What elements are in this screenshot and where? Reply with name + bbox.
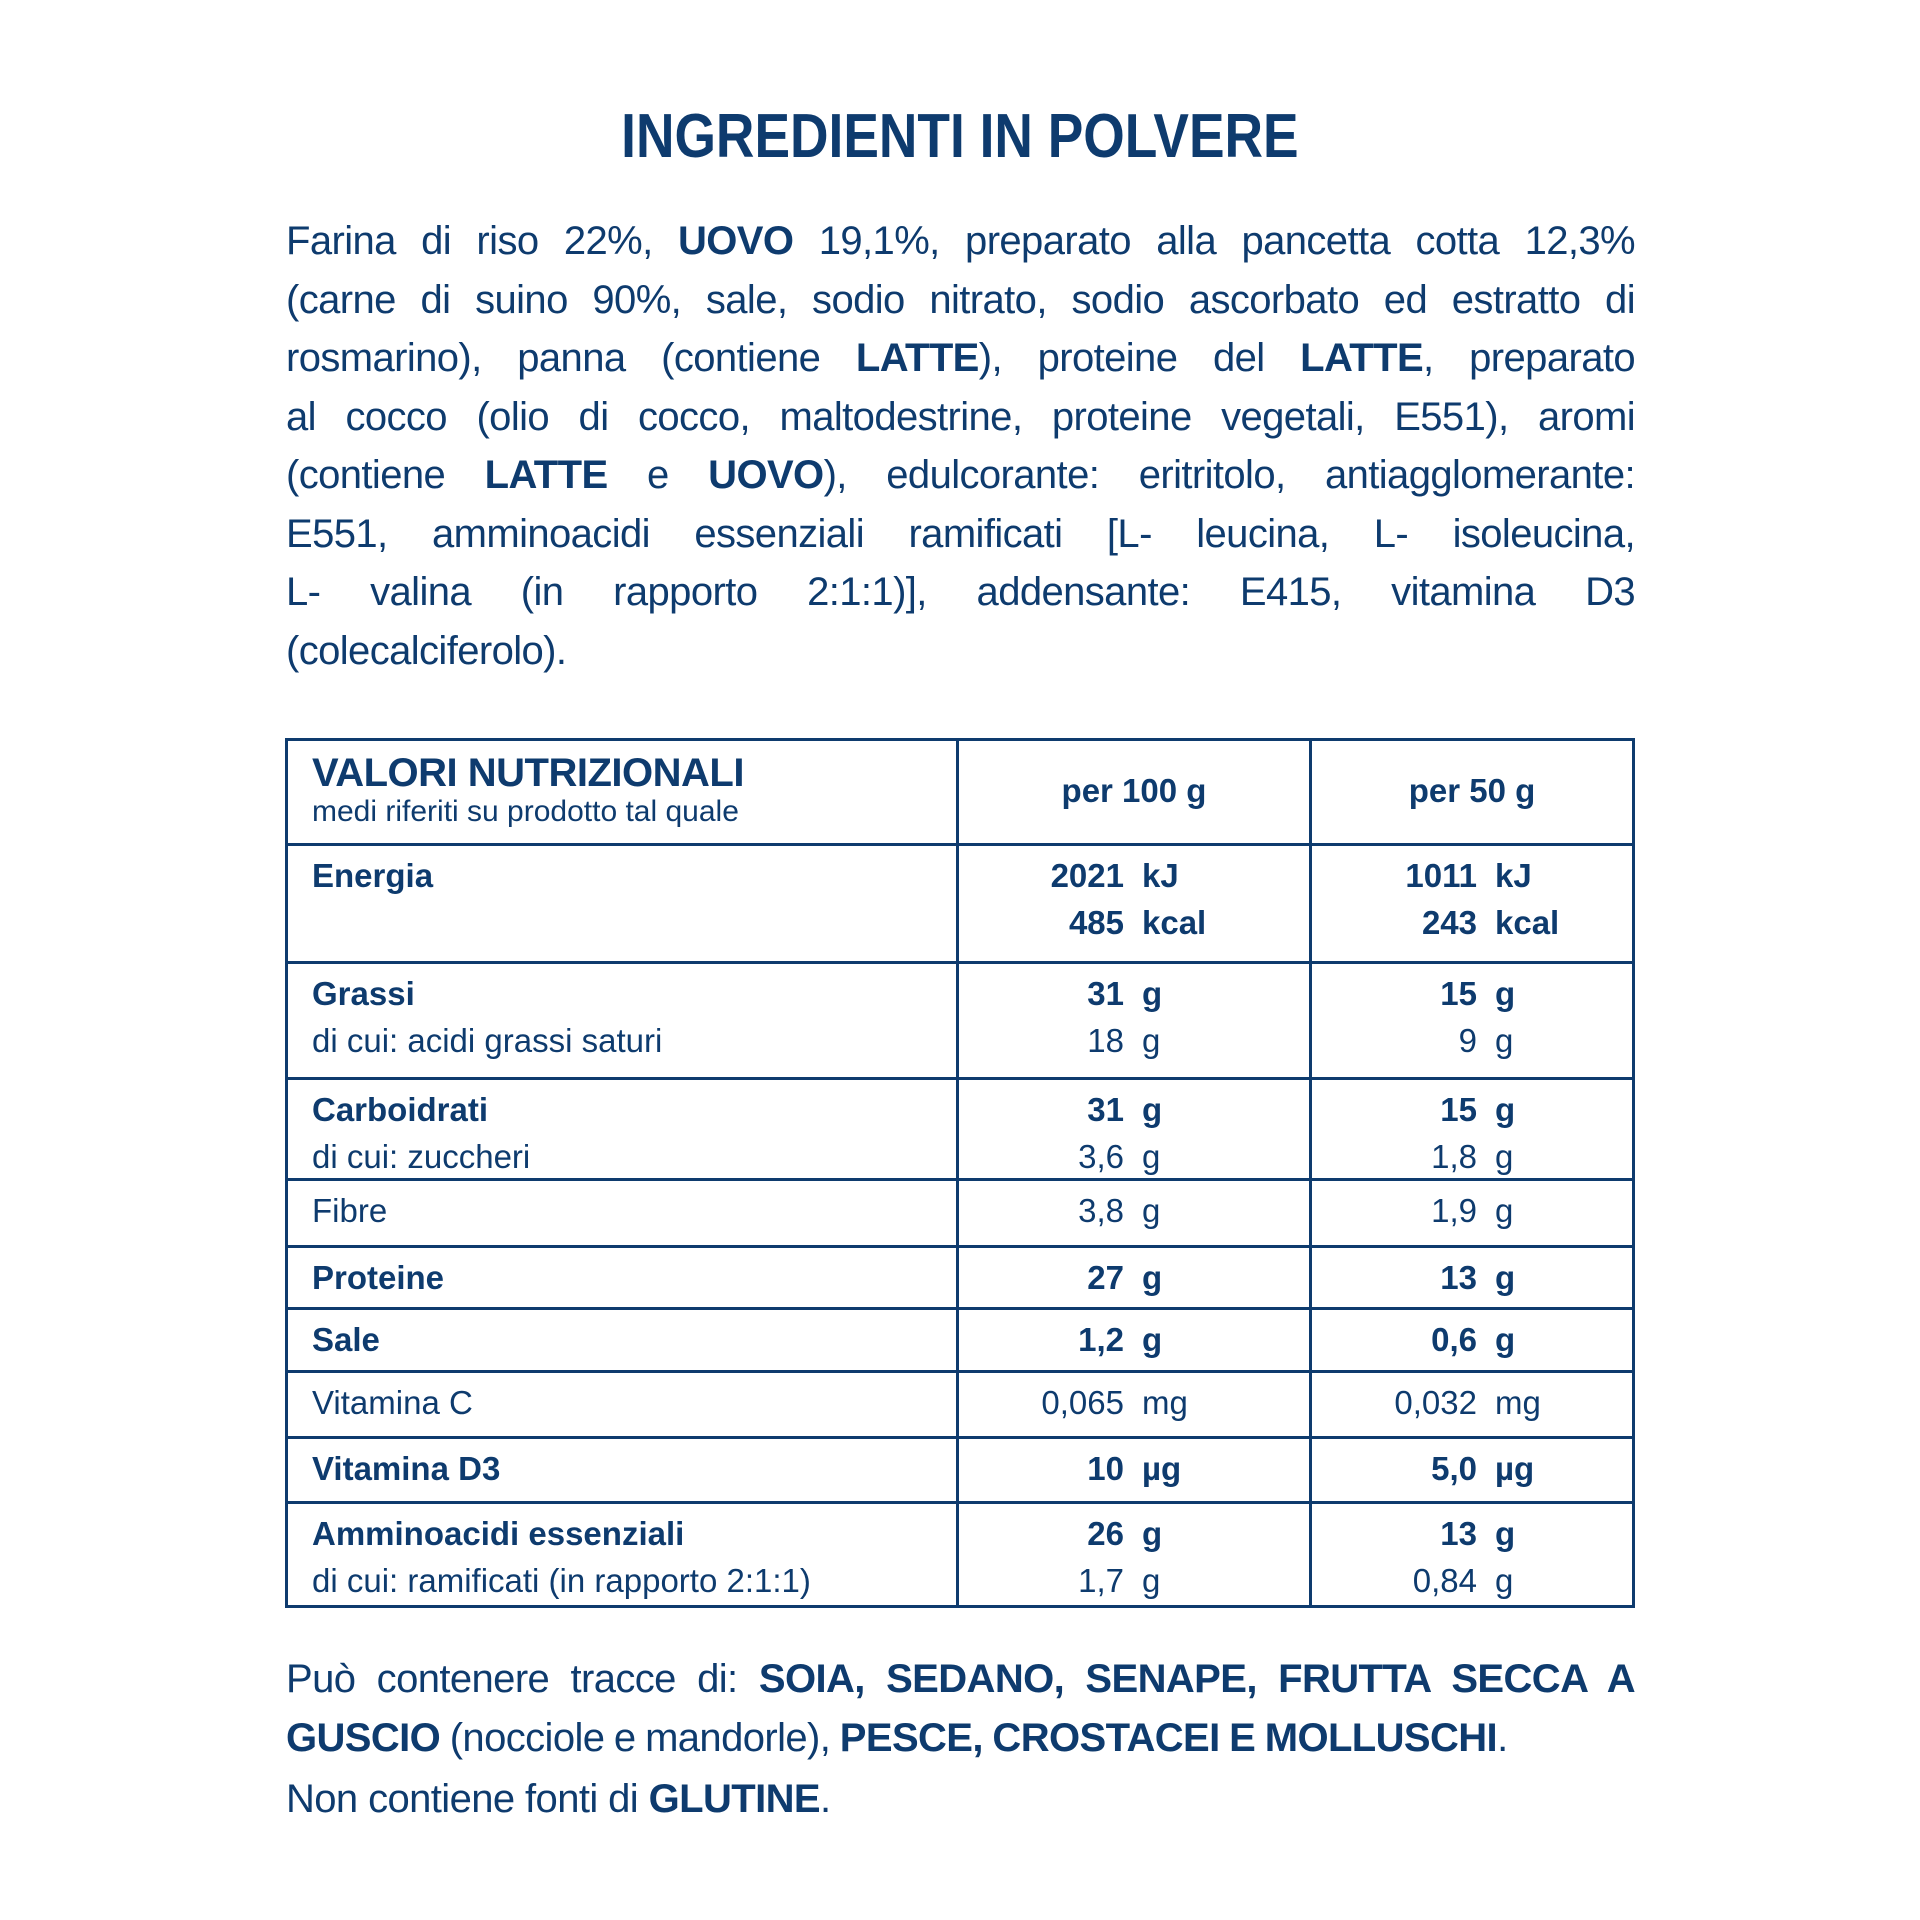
value-unit: g [1142,1022,1161,1059]
value-number: 1,8 [1431,1138,1477,1175]
nutrition-subtitle: medi riferiti su prodotto tal quale [312,795,739,828]
table-row [288,843,1632,961]
value-per-100g [959,1017,1160,1064]
nutrient-sub-label: di cui: acidi grassi saturi [312,1022,663,1059]
value-unit: g [1142,1515,1163,1552]
nutrition-title: VALORI NUTRIZIONALI [312,751,744,795]
text-segment: e [607,453,709,497]
value-per-50g [1312,1133,1513,1180]
value-number: 5,0 [1431,1450,1477,1487]
nutrient-label-cell [312,1254,444,1301]
nutrient-name: Grassi [312,975,415,1012]
value-unit: kcal [1495,904,1560,941]
value-per-100g [959,1379,1188,1426]
value-number: 243 [1421,904,1477,941]
nutrient-name: Carboidrati [312,1091,489,1128]
value-number: 0,84 [1412,1562,1477,1599]
value-unit: g [1495,1515,1516,1552]
nutrient-label-cell [312,1510,811,1604]
table-row [288,1370,1632,1436]
text-segment: 19,1%, preparato alla pancetta cotta 12,3% [793,219,1635,263]
value-number: 31 [1087,1091,1124,1128]
text-line [286,1709,1635,1768]
nutrient-name: Proteine [312,1259,445,1296]
value-unit: g [1495,975,1516,1012]
text-segment: L- valina (in rapporto 2:1:1)], addensante: E415, vitamina D3 [286,570,1635,614]
table-row [288,1178,1632,1245]
value-number: 0,065 [1041,1384,1124,1421]
value-per-50g [1312,899,1559,946]
value-number: 15 [1440,975,1477,1012]
nutrient-name: Vitamina D3 [312,1450,501,1487]
page-title [0,104,1920,170]
value-unit: g [1495,1259,1516,1296]
value-unit: kJ [1495,857,1532,894]
value-unit: mg [1495,1384,1541,1421]
text-line [286,446,1635,505]
text-segment: Può contenere tracce di: [286,1657,759,1701]
text-segment: , preparato [1423,336,1635,380]
value-number: 3,8 [1078,1192,1124,1229]
value-per-50g [1312,1254,1515,1301]
value-number: 13 [1440,1259,1477,1296]
value-per-50g [1312,1316,1515,1363]
value-unit: g [1142,1321,1163,1358]
text-segment: . [819,1777,831,1821]
value-per-100g [959,1254,1162,1301]
text-segment: (colecalciferolo). [286,628,567,673]
allergen-highlight: LATTE [1300,336,1424,380]
allergen-highlight: GUSCIO [286,1715,441,1760]
value-unit: g [1142,1192,1161,1229]
value-number: 13 [1440,1515,1477,1552]
value-unit: g [1495,1192,1514,1229]
nutrient-label-cell [312,1379,473,1426]
value-number: 1,7 [1078,1562,1124,1599]
nutrient-sub-label: di cui: zuccheri [312,1138,531,1175]
text-segment: ), edulcorante: eritritolo, antiagglomerante: [823,453,1635,497]
value-number: 27 [1087,1259,1124,1296]
value-number: 31 [1087,975,1124,1012]
value-unit: kcal [1142,904,1207,941]
value-unit: g [1142,1091,1163,1128]
value-per-100g [959,970,1162,1017]
text-line [286,388,1635,447]
allergen-highlight: PESCE, CROSTACEI E MOLLUSCHI [839,1715,1498,1760]
value-number: 15 [1440,1091,1477,1128]
page-title-text: INGREDIENTI IN POLVERE [621,102,1299,171]
header-label-cell [312,751,744,829]
nutrient-name: Sale [312,1321,380,1358]
value-number: 1011 [1405,857,1477,894]
value-number: 9 [1458,1022,1477,1059]
text-segment: . [1497,1715,1508,1760]
ingredients-paragraph [286,212,1635,680]
table-header-row [288,741,1632,843]
nutrient-label-cell [312,970,662,1064]
value-unit: g [1142,1138,1161,1175]
allergen-highlight: LATTE [855,336,979,380]
nutrient-sub-label: di cui: ramificati (in rapporto 2:1:1) [312,1562,811,1599]
value-per-50g [1312,970,1515,1017]
text-line [286,329,1635,388]
allergens-paragraph [286,1650,1635,1767]
nutrient-name: Energia [312,857,434,894]
text-line [286,1650,1635,1709]
value-per-50g [1312,1445,1534,1492]
text-segment: (contiene [286,453,485,497]
value-unit: µg [1495,1450,1535,1487]
value-unit: g [1495,1138,1514,1175]
value-number: 0,032 [1394,1384,1477,1421]
table-row [288,1077,1632,1178]
nutrient-name: Fibre [312,1192,388,1229]
value-unit: g [1495,1562,1514,1599]
value-per-50g [1312,1557,1513,1604]
value-unit: kJ [1142,857,1179,894]
text-line [286,622,1635,681]
value-number: 0,6 [1431,1321,1477,1358]
nutrient-name: Vitamina C [312,1384,473,1421]
table-row [288,961,1632,1077]
value-number: 18 [1087,1022,1124,1059]
gluten-statement [286,1770,830,1828]
value-per-50g [1312,1017,1513,1064]
text-segment: E551, amminoacidi essenziali ramificati [L- leucina, L- isoleucina, [286,511,1635,556]
value-number: 26 [1087,1515,1124,1552]
column-header-per-50g: per 50 g [1408,772,1536,809]
table-row [288,1436,1632,1501]
text-segment: (nocciole e mandorle), [440,1715,840,1760]
value-per-100g [959,1086,1162,1133]
value-per-100g [959,1557,1160,1604]
table-row [288,1245,1632,1307]
text-segment: Non contiene fonti di [286,1777,649,1821]
value-unit: g [1495,1022,1514,1059]
allergen-highlight: UOVO [677,219,794,263]
value-per-50g [1312,1379,1541,1426]
value-unit: g [1142,975,1163,1012]
value-unit: µg [1142,1450,1182,1487]
text-segment: rosmarino), panna (contiene [286,336,856,380]
value-per-100g [959,1510,1162,1557]
value-number: 1,9 [1431,1192,1477,1229]
value-number: 3,6 [1078,1138,1124,1175]
nutrient-label-cell [312,1187,387,1234]
text-line [286,505,1635,564]
text-segment: al cocco (olio di cocco, maltodestrine, proteine vegetali, E551), aromi [286,394,1635,439]
value-number: 10 [1087,1450,1124,1487]
value-per-100g [959,1445,1181,1492]
value-unit: g [1495,1091,1516,1128]
value-per-50g [1312,852,1532,899]
value-unit: g [1142,1259,1163,1296]
text-segment: Farina di riso 22%, [286,219,678,263]
text-line [286,271,1635,330]
text-line [286,212,1635,271]
allergen-highlight: LATTE [484,453,608,497]
value-number: 485 [1068,904,1124,941]
text-segment: (carne di suino 90%, sale, sodio nitrato, sodio ascorbato ed estratto di [286,277,1635,322]
column-header-per-100g: per 100 g [1061,772,1207,809]
nutrient-label-cell [312,852,433,899]
value-per-50g [1312,1510,1515,1557]
value-number: 2021 [1050,857,1124,894]
nutrient-label-cell [312,1086,530,1180]
value-per-100g [959,1187,1160,1234]
nutrition-table [285,738,1635,1608]
value-per-100g [959,852,1179,899]
value-unit: g [1495,1321,1516,1358]
allergen-highlight: UOVO [708,453,824,497]
nutrient-label-cell [312,1316,380,1363]
value-per-100g [959,1316,1162,1363]
text-segment: ), proteine del [978,336,1301,380]
nutrient-label-cell [312,1445,500,1492]
value-per-100g [959,1133,1160,1180]
value-unit: g [1142,1562,1161,1599]
table-row [288,1501,1632,1611]
value-per-50g [1312,1086,1515,1133]
text-line [286,563,1635,622]
table-row [288,1307,1632,1370]
value-per-50g [1312,1187,1513,1234]
value-per-100g [959,899,1206,946]
allergen-highlight: SOIA, SEDANO, SENAPE, FRUTTA SECCA A [758,1657,1635,1701]
value-number: 1,2 [1078,1321,1124,1358]
value-unit: mg [1142,1384,1188,1421]
allergen-highlight: GLUTINE [648,1777,820,1821]
nutrient-name: Amminoacidi essenziali [312,1515,685,1552]
